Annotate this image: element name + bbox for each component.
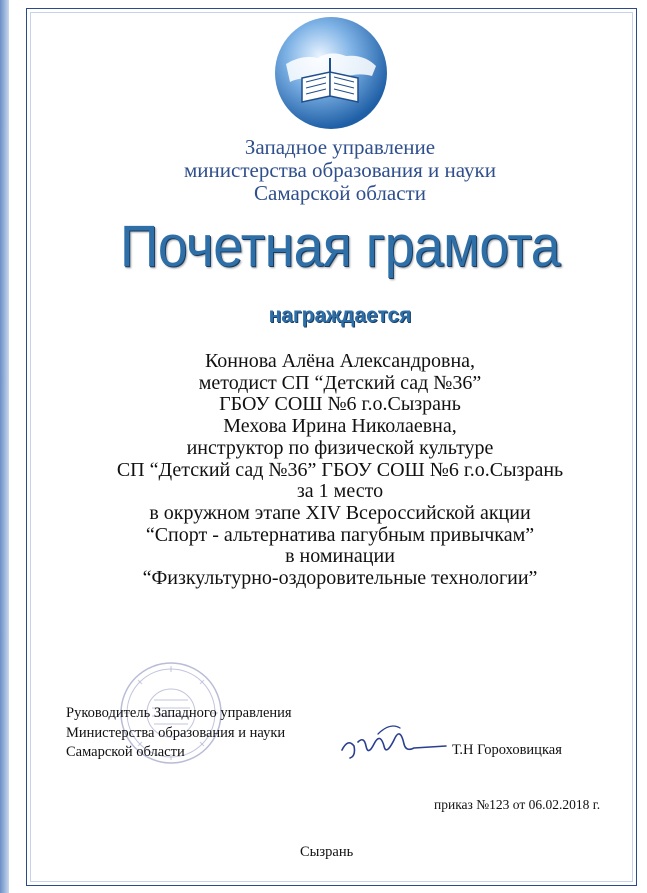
award-line: “Физкультурно-оздоровительные технологии” xyxy=(142,567,538,590)
signer-position-line: Руководитель Западного управления xyxy=(66,705,292,721)
ministry-line: министерства образования и науки xyxy=(184,158,496,182)
ministry-line: Западное управление xyxy=(244,135,436,159)
signer-position-line: Министерства образования и науки xyxy=(66,724,286,741)
signer-name: Т.Н Гороховицкая xyxy=(452,742,562,758)
signature-block xyxy=(66,704,292,763)
award-line: Коннова Алёна Александровна, xyxy=(204,350,476,372)
award-line: инструктор по физической культуре xyxy=(186,436,494,459)
certificate-title: Почетная грамота xyxy=(119,214,561,279)
handwritten-signature-icon xyxy=(334,716,450,766)
award-line: методист СП “Детский сад №36” xyxy=(198,371,482,394)
award-line: Мехова Ирина Николаевна, xyxy=(223,415,457,438)
award-line: в номинации xyxy=(285,545,395,568)
ministry-heading xyxy=(40,136,640,205)
globe-book-emblem-icon xyxy=(272,14,390,132)
order-reference: приказ №123 от 06.02.2018 г. xyxy=(434,797,601,812)
signer-position-line: Самарской области xyxy=(66,744,185,760)
ministry-line: Самарской области xyxy=(254,181,426,205)
award-line: “Спорт - альтернатива пагубным привычкам” xyxy=(145,523,535,546)
award-line: ГБОУ СОШ №6 г.о.Сызрань xyxy=(219,393,461,416)
awarded-label: награждается xyxy=(268,304,412,327)
award-line: СП “Детский сад №36” ГБОУ СОШ №6 г.о.Сызрань xyxy=(116,458,564,481)
award-line: за 1 место xyxy=(296,480,384,503)
scan-edge xyxy=(0,0,9,893)
city-name: Сызрань xyxy=(300,844,354,860)
award-text xyxy=(40,351,640,590)
award-line: в окружном этапе XIV Всероссийской акции xyxy=(149,501,531,524)
